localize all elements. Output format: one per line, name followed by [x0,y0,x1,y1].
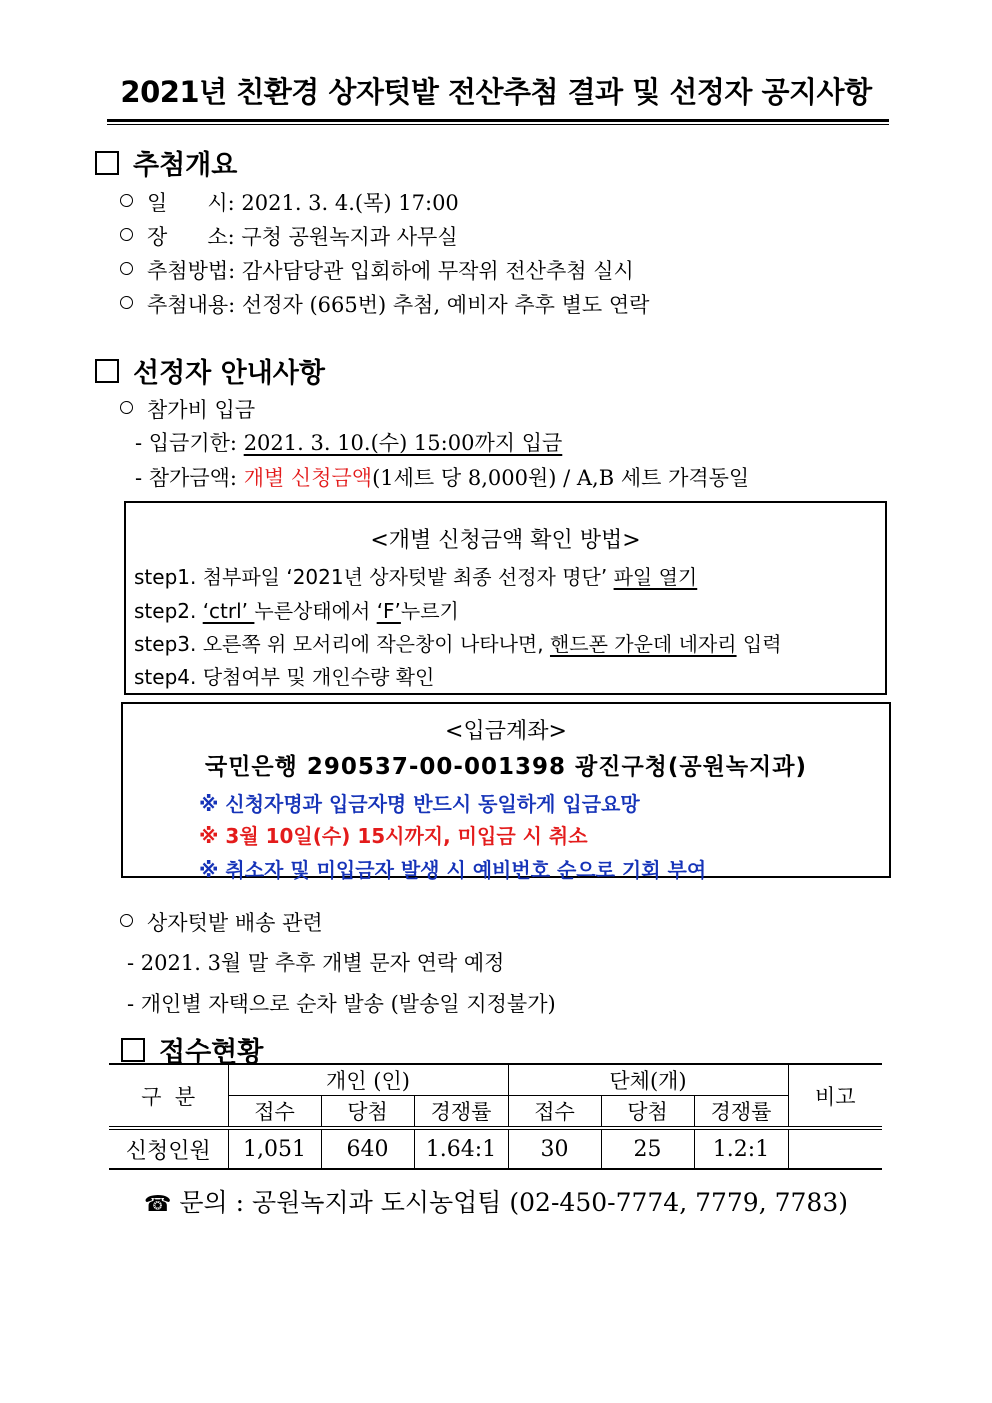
page-title: 2021년 친환경 상자텃밭 전산추첨 결과 및 선정자 공지사항 [120,75,872,109]
table-cell: 1,051 [228,1128,321,1169]
method-box [124,501,887,695]
step-1: step1. 첨부파일 ‘2021년 상자텃밭 최종 선정자 명단’ 파일 열기 [134,565,698,589]
account-note-1: ※ 신청자명과 입금자명 반드시 동일하게 입금요망 [199,792,640,816]
header-division: 구 분 [109,1064,228,1128]
application-status-table [109,1063,882,1170]
subheader-cell: 당첨 [321,1096,414,1129]
checkbox-square-icon [121,1038,145,1062]
amount-highlight: 개별 신청금액 [243,466,373,490]
header-note: 비고 [788,1064,882,1128]
header-personal: 개인 (인) [228,1064,508,1096]
delivery-title: 상자텃밭 배송 관련 [120,907,323,937]
method-box-title: <개별 신청금액 확인 방법> [370,528,641,553]
deposit-amount: - 참가금액: 개별 신청금액(1세트 당 8,000원) / A,B 세트 가격동일 [135,466,750,490]
overview-item-date: 일 시: 2021. 3. 4.(목) 17:00 [120,187,459,217]
item-label: 장 소 [147,225,228,249]
circle-bullet-icon [120,262,133,275]
step-3: step3. 오른쪽 위 모서리에 작은창이 나타나면, 핸드폰 가운데 네자리 입력 [134,632,782,656]
delivery-item-2: - 개인별 자택으로 순차 발송 (발송일 지정불가) [127,992,556,1016]
deadline-value: 2021. 3. 10.(수) 15:00까지 입금 [243,431,563,455]
contact-text: 문의 : 공원녹지과 도시농업팀 (02-450-7774, 7779, 7783) [179,1188,848,1217]
checkbox-square-icon [95,151,119,175]
section-heading-guide [95,351,325,390]
section-heading-text: 접수현황 [159,1037,264,1068]
contact-line [0,1183,992,1219]
section-heading-text: 선정자 안내사항 [133,358,325,389]
row-label: 신청인원 [109,1128,228,1169]
table-cell: 1.64:1 [414,1128,508,1169]
account-number: 국민은행 290537-00-001398 광진구청(공원녹지과) [204,754,807,780]
title-rule-thin [107,124,889,125]
item-value: 감사담당관 입회하에 무작위 전산추첨 실시 [241,259,634,283]
table-cell: 640 [321,1128,414,1169]
telephone-icon: ☎ [143,1192,172,1217]
overview-item-place: 장 소: 구청 공원녹지과 사무실 [120,221,458,251]
section-heading-text: 추첨개요 [133,150,238,181]
item-value: 선정자 (665번) 추첨, 예비자 추후 별도 연락 [241,293,650,317]
item-label: 추첨방법 [147,259,229,283]
fee-title: 참가비 입금 [120,394,255,424]
item-value: 구청 공원녹지과 사무실 [241,225,458,249]
table-cell: 25 [601,1128,694,1169]
subheader-cell: 경쟁률 [414,1096,508,1129]
circle-bullet-icon [120,228,133,241]
subheader-cell: 접수 [508,1096,601,1129]
subheader-cell: 접수 [228,1096,321,1129]
item-value: 2021. 3. 4.(목) 17:00 [241,191,459,215]
circle-bullet-icon [120,194,133,207]
deposit-deadline: - 입금기한: 2021. 3. 10.(수) 15:00까지 입금 [135,431,563,455]
table-cell-note [788,1128,882,1169]
account-box [121,702,891,882]
table-row [109,1128,882,1169]
account-note-2: ※ 3월 10일(수) 15시까지, 미입금 시 취소 [199,824,588,848]
title-rule-thick [107,119,889,122]
checkbox-square-icon [95,359,119,383]
table-cell: 30 [508,1128,601,1169]
item-label: 추첨내용 [147,293,229,317]
subheader-cell: 경쟁률 [694,1096,788,1129]
delivery-item-1: - 2021. 3월 말 추후 개별 문자 연락 예정 [127,951,505,975]
circle-bullet-icon [120,914,133,927]
section-heading-overview [95,143,237,182]
step-2: step2. ‘ctrl’ 누른상태에서 ‘F’누르기 [134,599,459,623]
step-4: step4. 당첨여부 및 개인수량 확인 [134,665,435,689]
circle-bullet-icon [120,296,133,309]
overview-item-content: 추첨내용: 선정자 (665번) 추첨, 예비자 추후 별도 연락 [120,289,649,319]
subheader-cell: 당첨 [601,1096,694,1129]
overview-item-method: 추첨방법: 감사담당관 입회하에 무작위 전산추첨 실시 [120,255,634,285]
circle-bullet-icon [120,401,133,414]
item-label: 일 시 [147,191,228,215]
table-cell: 1.2:1 [694,1128,788,1169]
header-group: 단체(개) [508,1064,788,1096]
account-note-3: ※ 취소자 및 미입금자 발생 시 예비번호 순으로 기회 부여 [199,858,707,882]
account-box-title: <입금계좌> [445,719,567,744]
